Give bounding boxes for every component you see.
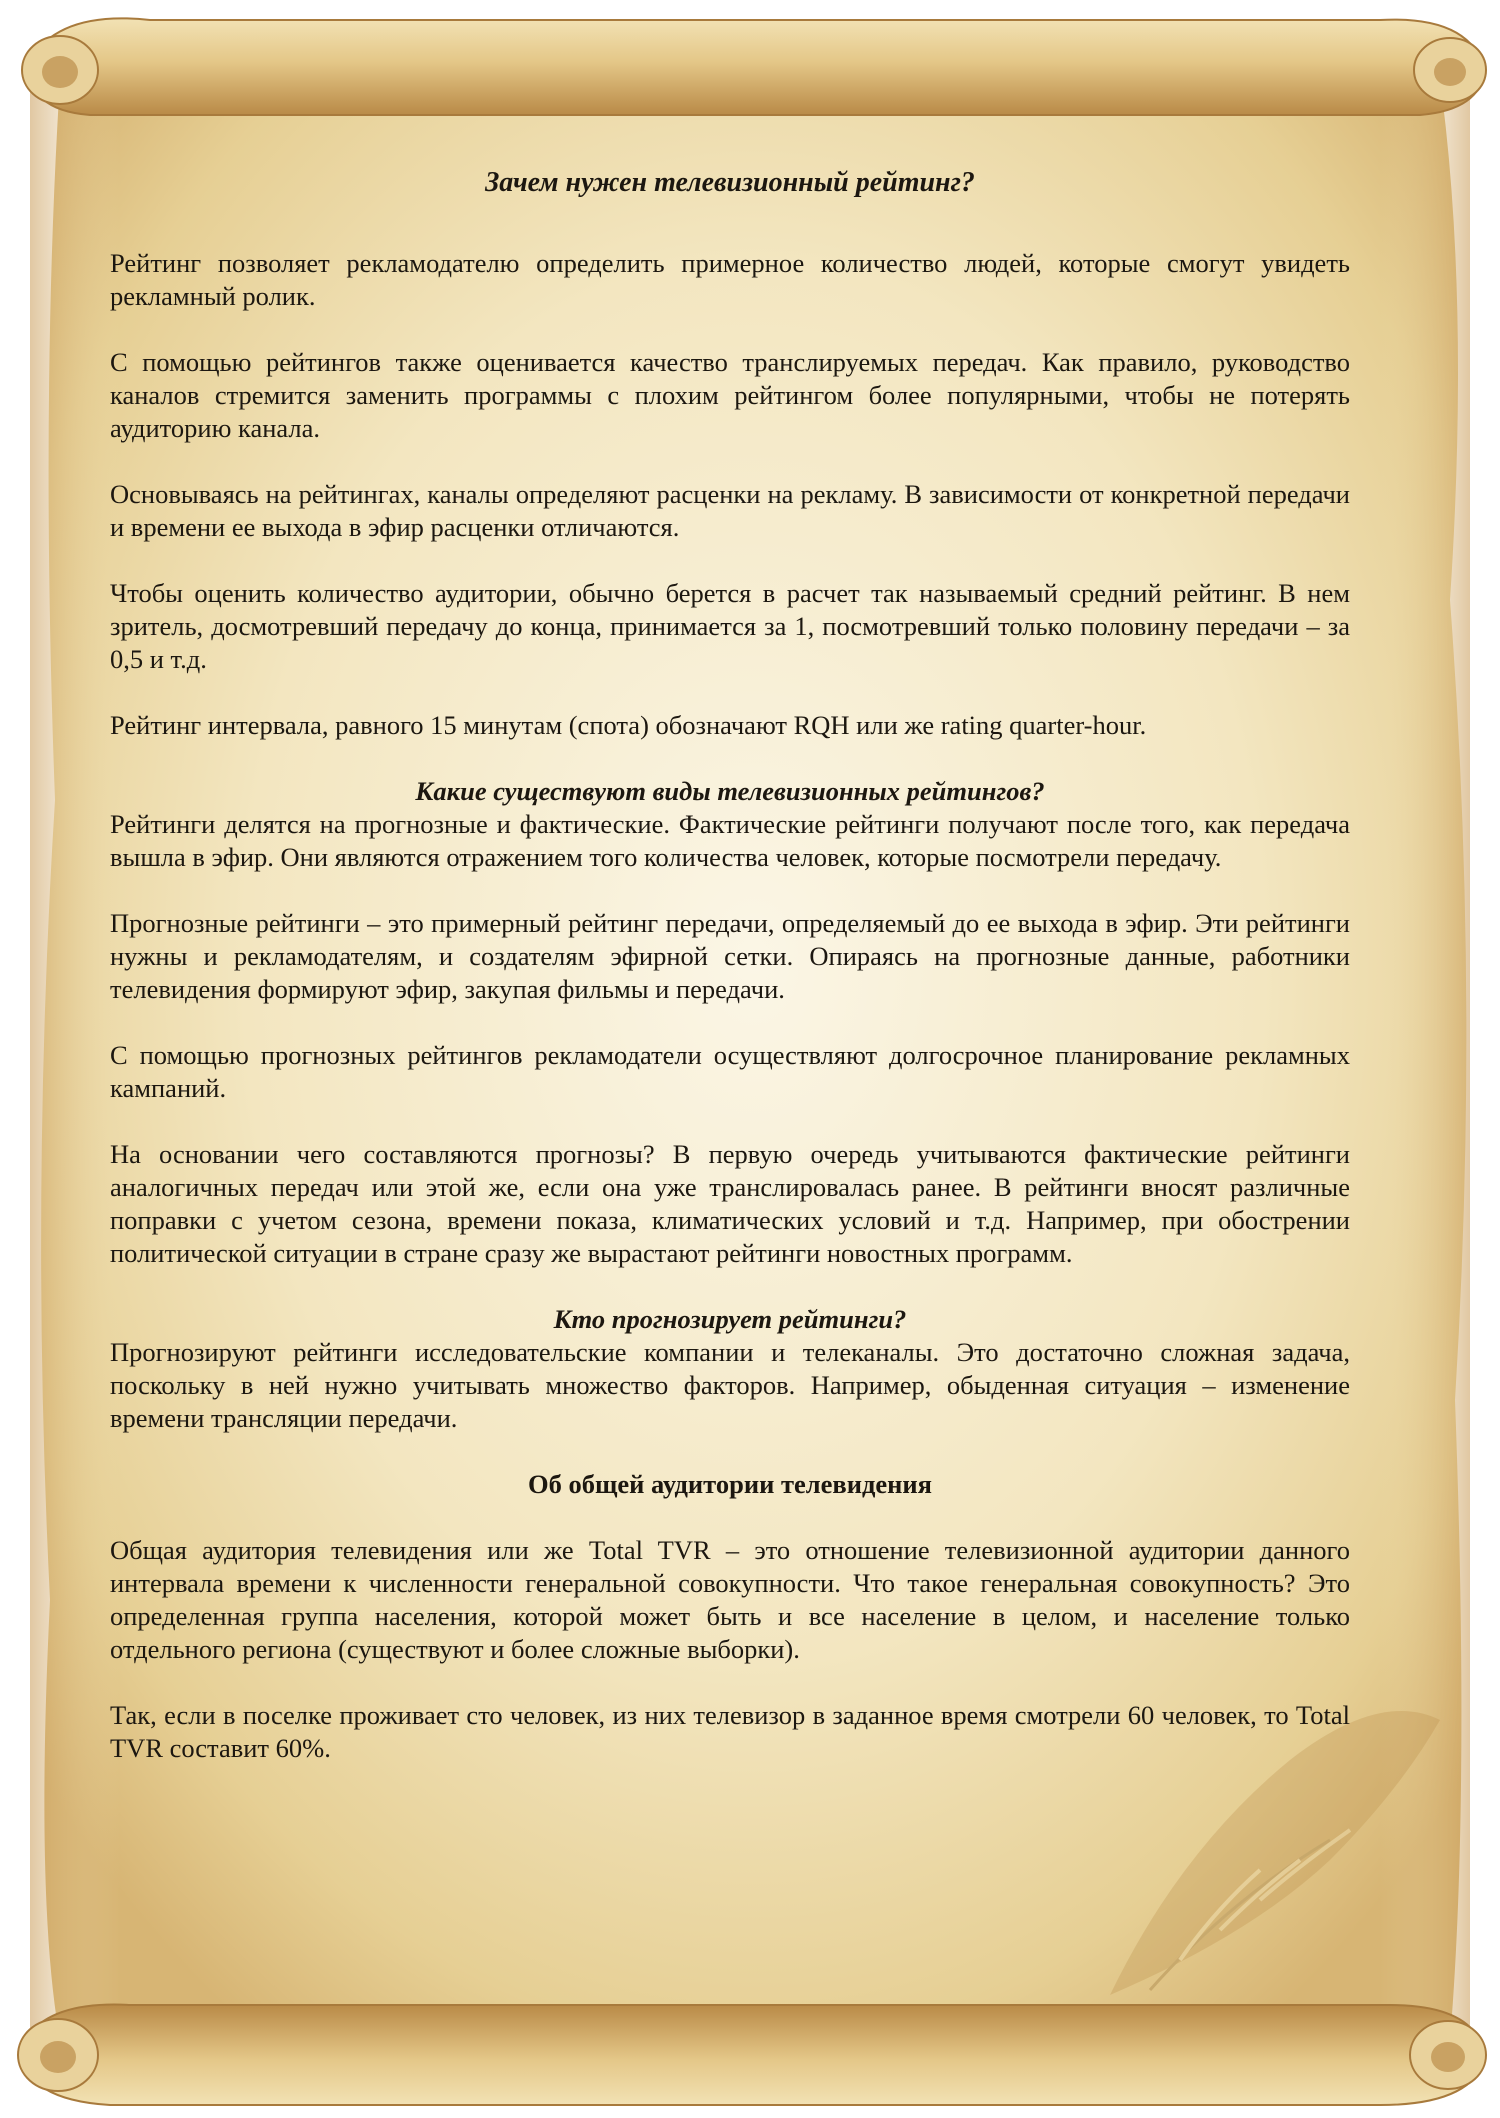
top-roll bbox=[30, 18, 1485, 115]
section-heading-types: Какие существуют виды телевизионных рейтингов? bbox=[415, 776, 1045, 806]
bottom-right-roll-core bbox=[1431, 2042, 1465, 2072]
paragraph: Рейтинг интервала, равного 15 минутам (спота) обозначают RQH или же rating quarter-hour. bbox=[110, 710, 1147, 740]
paragraph: Прогнозные рейтинги – это примерный рейтинг передачи, определяемый до ее выхода в эфир. Эти рейтинги нужны и рекламодателям, и создателям эфирной сетки. Опираясь на прогнозные данные, работники телевидения формируют эфир, закупая фильмы и передачи. bbox=[110, 908, 1350, 1004]
bottom-left-roll-core bbox=[40, 2041, 76, 2073]
paragraph: Так, если в поселке проживает сто человек, из них телевизор в заданное время смотрели 60 человек, то Total TVR составит 60%. bbox=[110, 1700, 1350, 1763]
document-body bbox=[110, 166, 1350, 1798]
bottom-roll bbox=[20, 2005, 1485, 2105]
section-heading-forecasters: Кто прогнозирует рейтинги? bbox=[553, 1304, 907, 1334]
paragraph: Основываясь на рейтингах, каналы определяют расценки на рекламу. В зависимости от конкретной передачи и времени ее выхода в эфир расценки отличаются. bbox=[110, 479, 1350, 542]
paragraph: С помощью рейтингов также оценивается качество транслируемых передач. Как правило, руководство каналов стремится заменить программы с плохим рейтингом более популярными, чтобы не потерять аудиторию канала. bbox=[110, 347, 1350, 443]
paragraph: Общая аудитория телевидения или же Total TVR – это отношение телевизионной аудитории данного интервала времени к численности генеральной совокупности. Что такое генеральная совокупность? Это определенная группа населения, которой может быть и все население в целом, и население только отдельного региона (существуют и более сложные выборки). bbox=[110, 1535, 1350, 1664]
section-heading-audience: Об общей аудитории телевидения bbox=[527, 1469, 933, 1499]
paragraph: Чтобы оценить количество аудитории, обычно берется в расчет так называемый средний рейтинг. В нем зритель, досмотревший передачу до конца, принимается за 1, посмотревший только половину передачи – за 0,5 и т.д. bbox=[110, 578, 1350, 674]
paragraph: Рейтинг позволяет рекламодателю определить примерное количество людей, которые смогут увидеть рекламный ролик. bbox=[110, 248, 1350, 311]
paragraph: На основании чего составляются прогнозы? В первую очередь учитываются фактические рейтинги аналогичных передач или этой же, если она уже транслировалась ранее. В рейтинги вносят различные поправки с учетом сезона, времени показа, климатических условий и т.д. Например, при обострении политической ситуации в стране сразу же вырастают рейтинги новостных программ. bbox=[110, 1139, 1350, 1268]
top-left-roll-core bbox=[42, 56, 78, 88]
paragraph: С помощью прогнозных рейтингов рекламодатели осуществляют долгосрочное планирование рекламных кампаний. bbox=[110, 1040, 1350, 1103]
paragraph: Прогнозируют рейтинги исследовательские компании и телеканалы. Это достаточно сложная задача, поскольку в ней нужно учитывать множество факторов. Например, обыденная ситуация – изменение времени трансляции передачи. bbox=[110, 1337, 1350, 1433]
left-edge-shade bbox=[30, 80, 120, 2040]
paragraph: Рейтинги делятся на прогнозные и фактические. Фактические рейтинги получают после того, как передача вышла в эфир. Они являются отражением того количества человек, которые посмотрели передачу. bbox=[110, 809, 1350, 872]
top-right-roll-core bbox=[1434, 58, 1466, 86]
page-title: Зачем нужен телевизионный рейтинг? bbox=[485, 167, 975, 198]
